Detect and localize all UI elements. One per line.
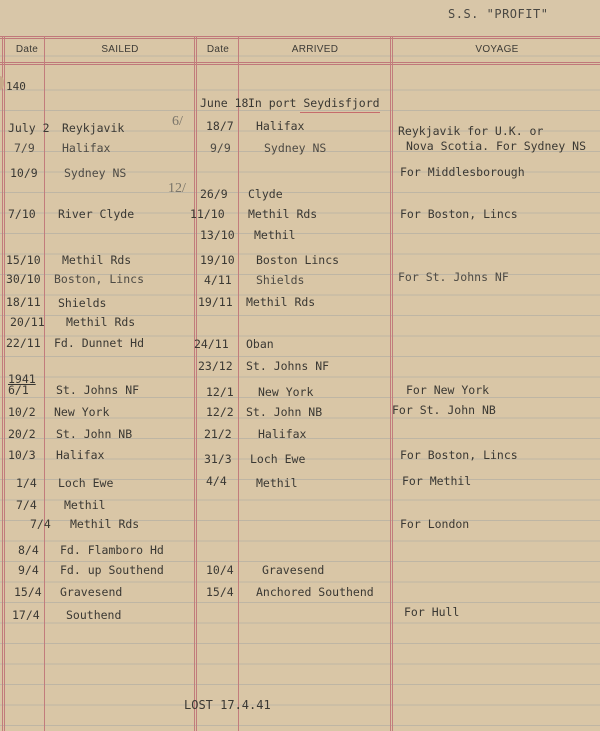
header-rule-top-2 bbox=[0, 38, 600, 39]
row-1-voyage: Reykjavik for U.K. or bbox=[398, 124, 544, 138]
row-24-voyage: For Hull bbox=[404, 605, 460, 619]
row-11-date-arrived: 24/11 bbox=[194, 337, 229, 351]
col-header-date: Date bbox=[15, 44, 39, 55]
row-16-sailed: St. John NB bbox=[56, 427, 133, 441]
row-2-arrived: Sydney NS bbox=[264, 141, 327, 155]
row-1-date-arrived: 18/7 bbox=[206, 119, 234, 133]
row-5-date-sailed: 7/10 bbox=[8, 207, 36, 221]
row-17-voyage: For Boston, Lincs bbox=[400, 448, 518, 462]
row-23-date-arrived: 15/4 bbox=[206, 585, 234, 599]
row-1-arrived: Halifax bbox=[256, 119, 305, 133]
row-11-sailed: Fd. Dunnet Hd bbox=[54, 336, 145, 350]
row-17-arrived: Loch Ewe bbox=[250, 452, 306, 466]
row-1-sailed: Reykjavik bbox=[62, 121, 125, 135]
row-14-voyage: For New York bbox=[406, 383, 490, 397]
col-header-arrived: ARRIVED bbox=[291, 44, 339, 55]
row-15-sailed: New York bbox=[54, 405, 110, 419]
ship-name: S.S. "PROFIT" bbox=[448, 7, 549, 21]
row-23-date-sailed: 15/4 bbox=[14, 585, 42, 599]
row-5-sailed: River Clyde bbox=[58, 207, 135, 221]
row-21-sailed: Fd. Flamboro Hd bbox=[60, 543, 164, 557]
col-rule bbox=[4, 36, 5, 731]
row-24-date-sailed: 17/4 bbox=[12, 608, 40, 622]
pencil-note: 6/ bbox=[172, 114, 183, 129]
row-18-sailed: Loch Ewe bbox=[58, 476, 114, 490]
row-22-date-arrived: 10/4 bbox=[206, 563, 234, 577]
row-7-arrived: Boston Lincs bbox=[256, 253, 340, 267]
row-7-date-arrived: 19/10 bbox=[200, 253, 235, 267]
col-header-sailed: SAILED bbox=[101, 44, 139, 55]
row-15-date-arrived: 12/2 bbox=[206, 405, 234, 419]
row-15-voyage: For St. John NB bbox=[392, 403, 496, 417]
row-2-date-sailed: 7/9 bbox=[14, 141, 35, 155]
row-14-sailed: St. Johns NF bbox=[56, 383, 140, 397]
row-12-arrived: St. Johns NF bbox=[246, 359, 330, 373]
pencil-note: 12/ bbox=[168, 181, 186, 196]
row-9-sailed: Shields bbox=[58, 296, 107, 310]
row-0-date-arrived: June 18 bbox=[200, 96, 249, 110]
row-17-date-arrived: 31/3 bbox=[204, 452, 232, 466]
row-17-sailed: Halifax bbox=[56, 448, 105, 462]
row-10-date-sailed: 20/11 bbox=[10, 315, 45, 329]
row-8-arrived: Shields bbox=[256, 273, 305, 287]
row-8-sailed: Boston, Lincs bbox=[54, 272, 145, 286]
row-7-sailed: Methil Rds bbox=[62, 253, 132, 267]
underline bbox=[300, 112, 380, 113]
row-23-arrived: Anchored Southend bbox=[256, 585, 374, 599]
col-rule bbox=[2, 36, 3, 731]
row-13-year: 1941 bbox=[8, 372, 36, 386]
row-18-arrived: Methil bbox=[256, 476, 298, 490]
row-9-arrived: Methil Rds bbox=[246, 295, 316, 309]
row-14-arrived: New York bbox=[258, 385, 314, 399]
row-21-date-sailed: 8/4 bbox=[18, 543, 39, 557]
row-5-arrived: Methil Rds bbox=[248, 207, 318, 221]
row-4-arrived: Clyde bbox=[248, 187, 283, 201]
row-22-date-sailed: 9/4 bbox=[18, 563, 39, 577]
row-8-voyage: For St. Johns NF bbox=[398, 270, 509, 284]
row-24-sailed: Southend bbox=[66, 608, 122, 622]
margin-note: 140 bbox=[6, 80, 26, 93]
col-header-date-arrived: Date bbox=[206, 44, 230, 55]
row-16-date-sailed: 20/2 bbox=[8, 427, 36, 441]
row-6-date-arrived: 13/10 bbox=[200, 228, 235, 242]
col-rule bbox=[194, 36, 195, 731]
col-rule bbox=[392, 36, 393, 731]
row-16-date-arrived: 21/2 bbox=[204, 427, 232, 441]
row-20-voyage: For London bbox=[400, 517, 470, 531]
row-2-voyage: Nova Scotia. For Sydney NS bbox=[406, 139, 587, 153]
row-20-sailed: Methil Rds bbox=[70, 517, 140, 531]
row-3-date-sailed: 10/9 bbox=[10, 166, 38, 180]
header-rule-bottom bbox=[0, 62, 600, 63]
row-15-arrived: St. John NB bbox=[246, 405, 323, 419]
row-0-arrived: In port Seydisfjord bbox=[248, 96, 380, 110]
row-1-date-sailed: July 2 bbox=[8, 121, 50, 135]
row-5-voyage: For Boston, Lincs bbox=[400, 207, 518, 221]
col-rule bbox=[44, 36, 45, 731]
row-15-date-sailed: 10/2 bbox=[8, 405, 36, 419]
row-9-date-arrived: 19/11 bbox=[198, 295, 233, 309]
row-7-date-sailed: 15/10 bbox=[6, 253, 41, 267]
row-12-date-arrived: 23/12 bbox=[198, 359, 233, 373]
header-rule-bottom-2 bbox=[0, 64, 600, 65]
row-23-sailed: Gravesend bbox=[60, 585, 123, 599]
row-5-date-arrived: 11/10 bbox=[190, 207, 225, 221]
row-3-voyage: For Middlesborough bbox=[400, 165, 525, 179]
row-19-date-sailed: 7/4 bbox=[16, 498, 37, 512]
lost-note: LOST 17.4.41 bbox=[184, 698, 271, 712]
row-18-date-arrived: 4/4 bbox=[206, 474, 227, 488]
row-18-voyage: For Methil bbox=[402, 474, 472, 488]
row-4-date-arrived: 26/9 bbox=[200, 187, 228, 201]
row-20-date-sailed: 7/4 bbox=[30, 517, 51, 531]
row-19-sailed: Methil bbox=[64, 498, 106, 512]
col-rule bbox=[390, 36, 391, 731]
row-11-date-sailed: 22/11 bbox=[6, 336, 41, 350]
row-14-date-arrived: 12/1 bbox=[206, 385, 234, 399]
row-8-date-sailed: 30/10 bbox=[6, 272, 41, 286]
row-14-date-sailed: 6/1 bbox=[8, 383, 29, 397]
row-22-sailed: Fd. up Southend bbox=[60, 563, 164, 577]
header-rule-top bbox=[0, 36, 600, 37]
row-6-arrived: Methil bbox=[254, 228, 296, 242]
row-2-sailed: Halifax bbox=[62, 141, 111, 155]
row-3-sailed: Sydney NS bbox=[64, 166, 127, 180]
row-16-arrived: Halifax bbox=[258, 427, 307, 441]
row-11-arrived: Oban bbox=[246, 337, 274, 351]
col-header-voyage: VOYAGE bbox=[475, 44, 519, 55]
row-9-date-sailed: 18/11 bbox=[6, 295, 41, 309]
row-10-sailed: Methil Rds bbox=[66, 315, 136, 329]
row-18-date-sailed: 1/4 bbox=[16, 476, 37, 490]
row-17-date-sailed: 10/3 bbox=[8, 448, 36, 462]
col-rule bbox=[196, 36, 197, 731]
row-8-date-arrived: 4/11 bbox=[204, 273, 232, 287]
col-rule bbox=[238, 36, 239, 731]
row-22-arrived: Gravesend bbox=[262, 563, 325, 577]
row-2-date-arrived: 9/9 bbox=[210, 141, 231, 155]
